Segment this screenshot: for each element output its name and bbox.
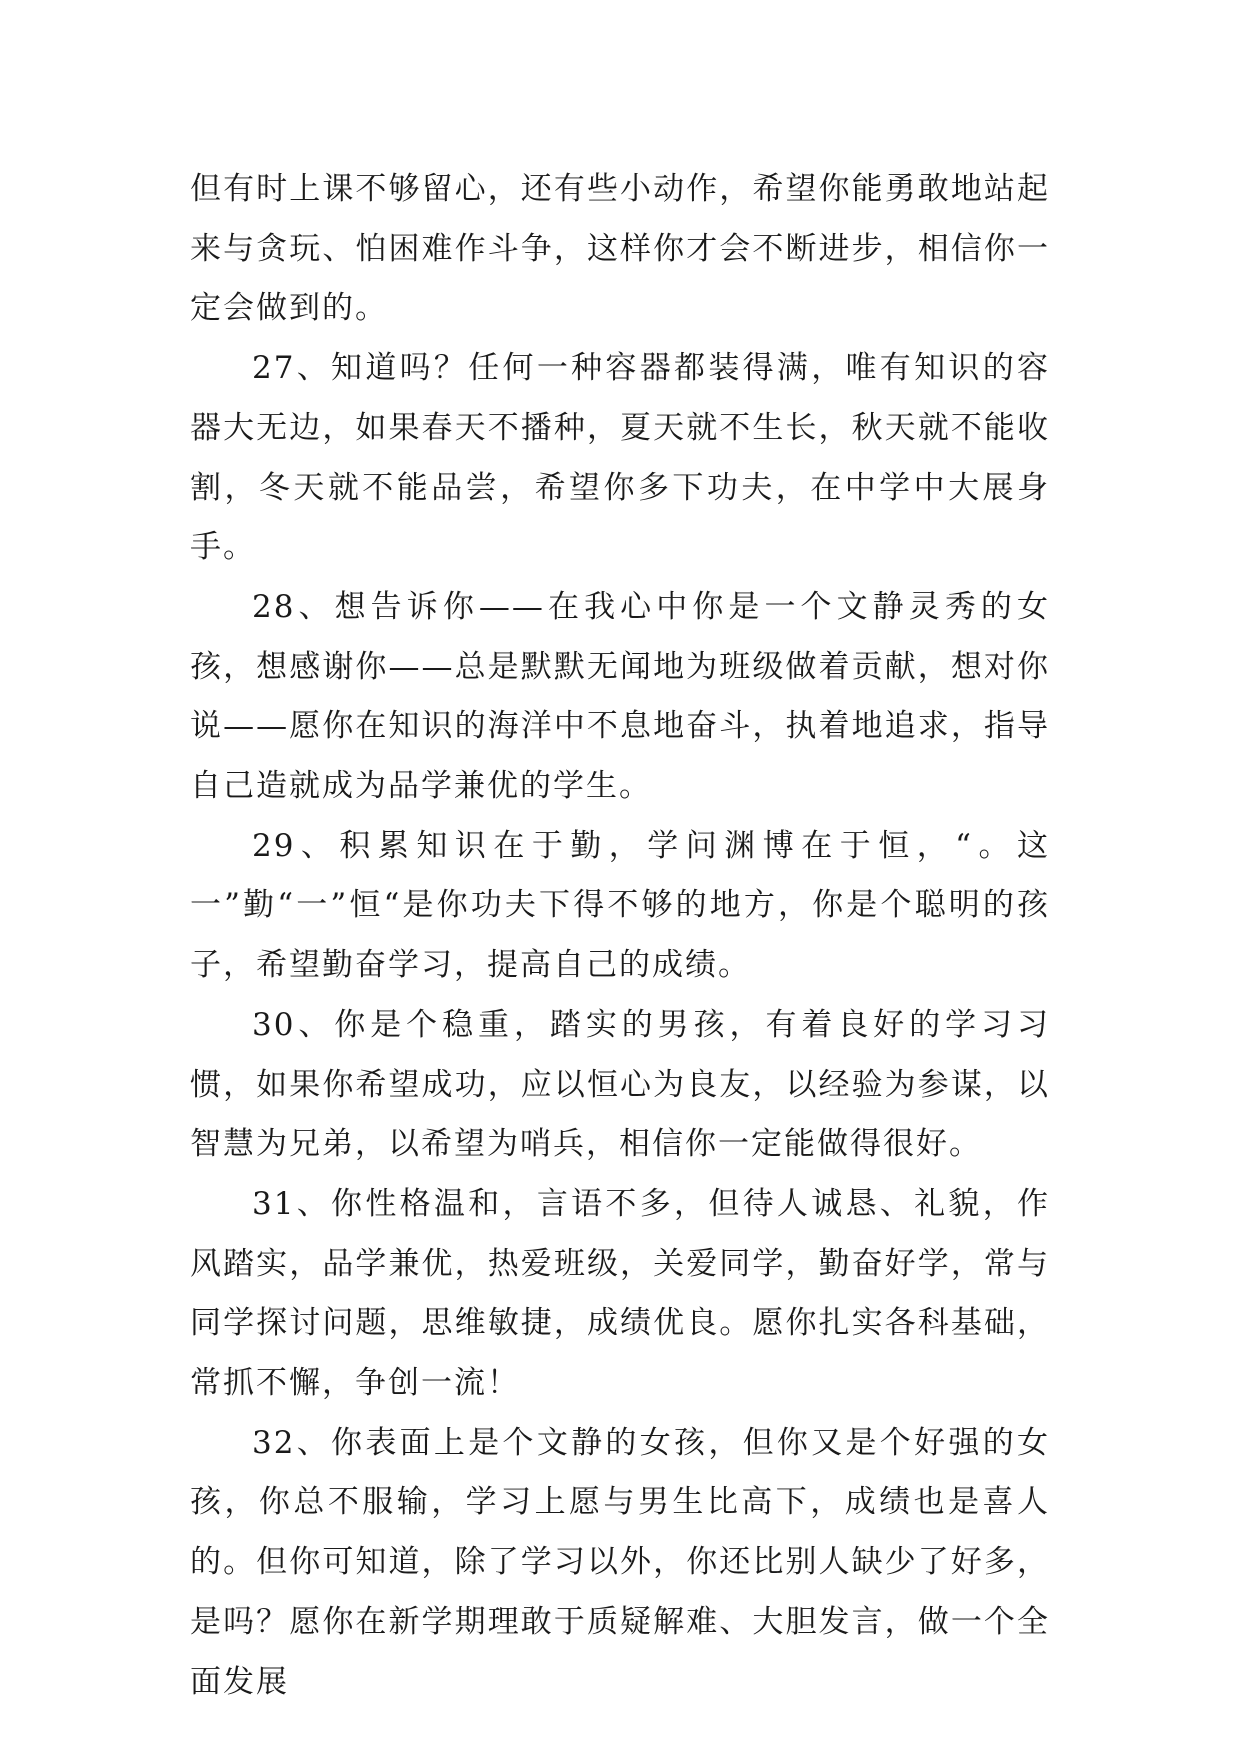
paragraph-28: 28、想告诉你——在我心中你是一个文静灵秀的女孩，想感谢你——总是默默无闻地为班级做着贡献，想对你说——愿你在知识的海洋中不息地奋斗，执着地追求，指导自己造就成为品学兼优的学生。 — [190, 588, 1050, 805]
paragraph-31: 31、你性格温和，言语不多，但待人诚恳、礼貌，作风踏实，品学兼优，热爱班级，关爱同学，勤奋好学，常与同学探讨问题，思维敏捷，成绩优良。愿你扎实各科基础，常抓不懈，争创一流！ — [190, 1185, 1050, 1402]
paragraph-32: 32、你表面上是个文静的女孩，但你又是个好强的女孩，你总不服输，学习上愿与男生比高下，成绩也是喜人的。但你可知道，除了学习以外，你还比别人缺少了好多，是吗？愿你在新学期理敢于质疑解难、大胆发言，做一个全面发展 — [190, 1424, 1050, 1700]
document-body — [190, 160, 1050, 1712]
paragraph-30: 30、你是个稳重，踏实的男孩，有着良好的学习习惯，如果你希望成功，应以恒心为良友，以经验为参谋，以智慧为兄弟，以希望为哨兵，相信你一定能做得很好。 — [190, 1006, 1050, 1163]
paragraph-26-continued: 但有时上课不够留心，还有些小动作，希望你能勇敢地站起来与贪玩、怕困难作斗争，这样你才会不断进步，相信你一定会做到的。 — [190, 171, 1050, 327]
paragraph-27: 27、知道吗？任何一种容器都装得满，唯有知识的容器大无边，如果春天不播种，夏天就不生长，秋天就不能收割，冬天就不能品尝，希望你多下功夫，在中学中大展身手。 — [190, 350, 1050, 566]
paragraph-29: 29、积累知识在于勤，学问渊博在于恒，“。这一”勤“一”恒“是你功夫下得不够的地方，你是个聪明的孩子，希望勤奋学习，提高自己的成绩。 — [190, 827, 1050, 984]
